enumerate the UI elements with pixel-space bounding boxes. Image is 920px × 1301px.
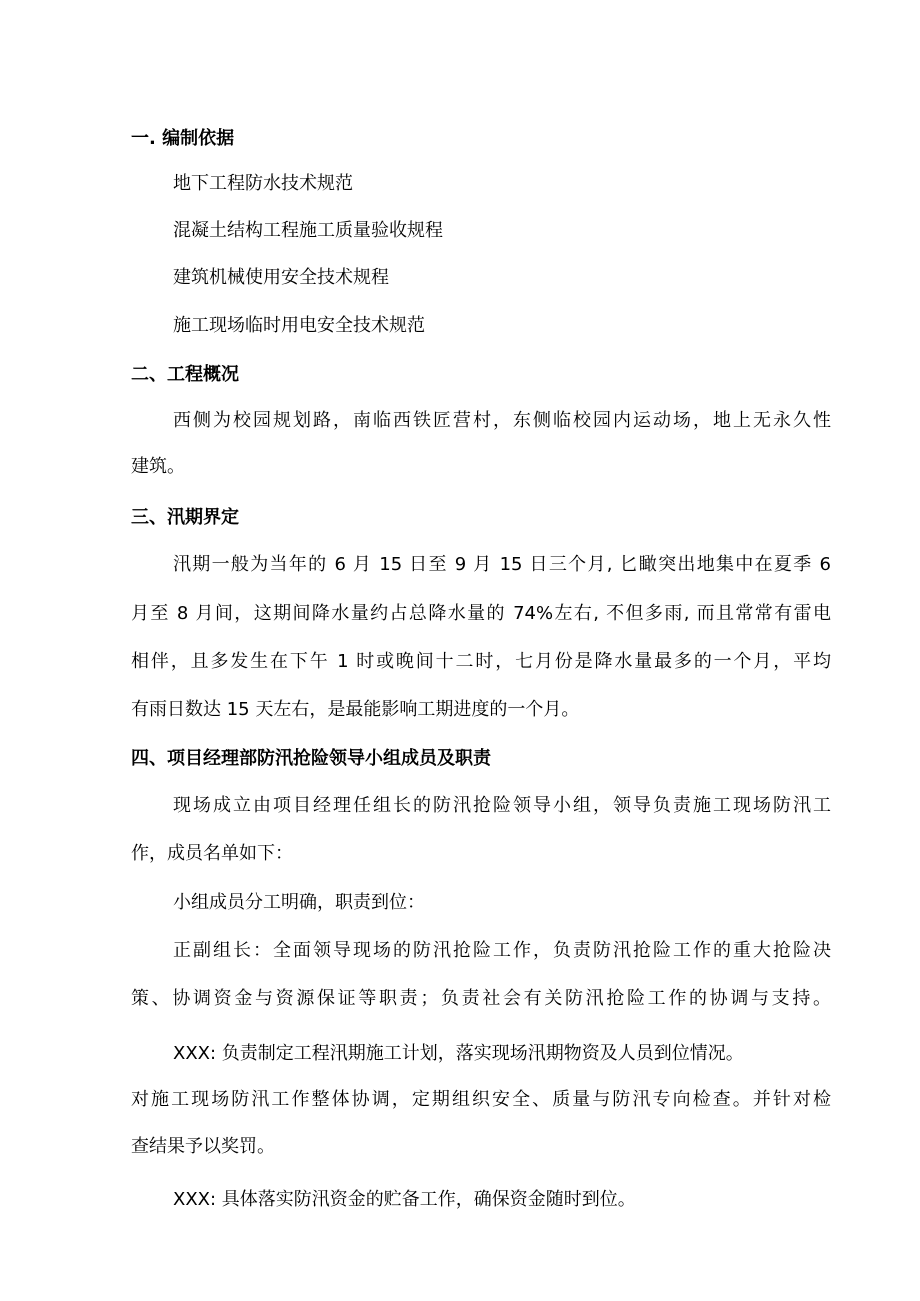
member-duty-1-line-2: 对施工现场防汛工作整体协调，定期组织安全、质量与防汛专向检查。并针对检 [131,1089,831,1110]
basis-item-1: 地下工程防水技术规范 [173,173,353,194]
overview-paragraph-line-2: 建筑。 [131,456,185,477]
section-heading-2: 二、工程概况 [131,364,239,385]
flood-season-line-4: 有雨日数达 15 天左右，是最能影响工期进度的一个月。 [131,699,580,720]
leader-duty-line-1: 正副组长：全面领导现场的防汛抢险工作，负责防汛抢险工作的重大抢险决 [173,940,831,961]
flood-season-line-2: 月至 8 月间，这期间降水量约占总降水量的 74%左右, 不但多雨, 而且常常有雷电 [131,603,831,624]
section-heading-1: 一. 编制依据 [131,128,235,149]
team-paragraph-line-1: 现场成立由项目经理任组长的防汛抢险领导小组，领导负责施工现场防汛工 [173,795,831,816]
section-heading-4: 四、项目经理部防汛抢险领导小组成员及职责 [131,748,491,769]
overview-paragraph-line-1: 西侧为校园规划路，南临西铁匠营村，东侧临校园内运动场，地上无永久性 [173,410,831,431]
team-division-line: 小组成员分工明确，职责到位： [173,892,425,913]
flood-season-line-3: 相伴，且多发生在下午 1 时或晚间十二时，七月份是降水量最多的一个月，平均 [131,651,831,672]
section-heading-3: 三、汛期界定 [131,507,239,528]
member-duty-1-line-3: 查结果予以奖罚。 [131,1136,275,1157]
flood-season-line-1: 汛期一般为当年的 6 月 15 日至 9 月 15 日三个月, 匕瞰突出地集中在夏季 6 [173,554,831,575]
leader-duty-line-2: 策、协调资金与资源保证等职责；负责社会有关防汛抢险工作的协调与支持。 [131,988,831,1009]
basis-item-3: 建筑机械使用安全技术规程 [173,267,389,288]
basis-item-4: 施工现场临时用电安全技术规范 [173,315,425,336]
member-duty-2-line: XXX: 具体落实防汛资金的贮备工作，确保资金随时到位。 [173,1189,636,1210]
basis-item-2: 混凝土结构工程施工质量验收规程 [173,220,443,241]
member-duty-1-line-1: XXX: 负责制定工程汛期施工计划，落实现场汛期物资及人员到位情况。 [173,1043,744,1064]
team-paragraph-line-2: 作，成员名单如下： [131,843,293,864]
